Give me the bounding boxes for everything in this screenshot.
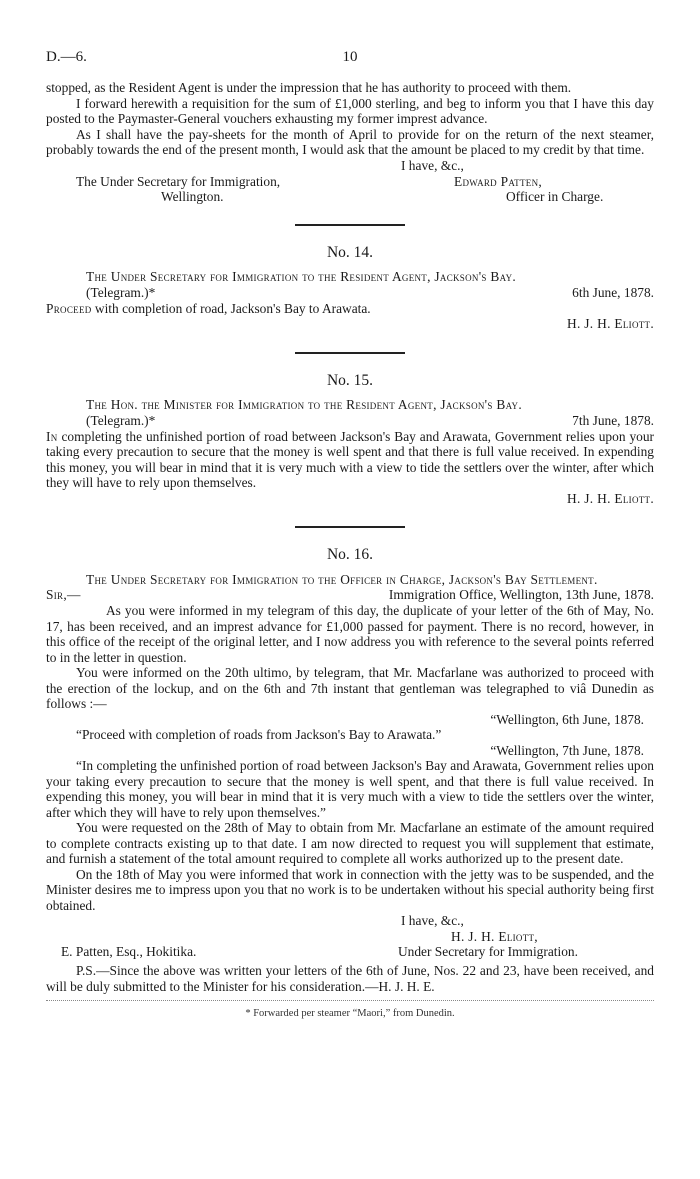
section-number-16: No. 16. — [326, 546, 374, 563]
section-number-14: No. 14. — [326, 243, 374, 261]
opening-signature-block — [46, 158, 654, 204]
signer-name: Edward Patten, — [454, 173, 543, 189]
place-date: Immigration Office, Wellington, 13th June, 1878. — [388, 587, 654, 602]
quote-2: “In completing the unfinished portion of road between Jackson's Bay and Arawata, Government relies upon your taking every precaution to secure that the money is well spent, and that there is full value received. In expending this money, you will bear in mind that it is very much with a view to tide the settlers over the winter, after which they will have to rely upon themselves.” — [46, 758, 654, 820]
section-15-signer: H. J. H. Eliott. — [567, 490, 654, 506]
footnote-rule — [46, 1000, 654, 1001]
quote-2-date: “Wellington, 7th June, 1878. — [490, 742, 644, 758]
opening-paragraph-3: As I shall have the pay-sheets for the month of April to provide for on the return of the next steamer, probably towards the end of the present month, I would ask that the amount be placed to my credit by that time. — [46, 126, 654, 157]
postscript: P.S.—Since the above was written your letters of the 6th of June, Nos. 22 and 23, have been received, and will be duly submitted to the Minister for his consideration.—H. J. H. E. — [46, 963, 654, 994]
closing-phrase: I have, &c., — [401, 157, 464, 173]
section-divider — [295, 526, 405, 528]
page-number: 10 — [342, 49, 358, 65]
signer-name: H. J. H. Eliott, — [451, 929, 538, 944]
telegram-label: (Telegram.)* — [86, 284, 156, 300]
section-number-15: No. 15. — [326, 371, 374, 389]
document-reference: D.—6. — [46, 49, 87, 65]
section-14-title: The Under Secretary for Immigration to the Resident Agent, Jackson's Bay. — [86, 269, 517, 284]
telegram-date: 7th June, 1878. — [572, 412, 654, 428]
section-14-telegram-line — [46, 285, 654, 301]
page-header — [46, 50, 654, 80]
section-16-signature-block — [46, 913, 654, 959]
signer-title: Officer in Charge. — [506, 188, 604, 204]
addressee-place: Wellington. — [161, 188, 224, 204]
closing-phrase: I have, &c., — [401, 913, 464, 928]
quote-1-date: “Wellington, 6th June, 1878. — [490, 711, 644, 727]
section-divider — [295, 224, 405, 226]
section-15-body: In completing the unfinished portion of road between Jackson's Bay and Arawata, Government relies upon your taking every precaution to secure that the money is well spent and that there is full value received. In expending this money, you will bear in mind that it is very much with a view to tide the settlers over the winter, after which they will have to rely upon themselves. — [46, 428, 654, 490]
document-page — [46, 50, 654, 1022]
section-divider — [295, 352, 405, 354]
telegram-date: 6th June, 1878. — [572, 284, 654, 300]
quote-1: “Proceed with completion of roads from Jackson's Bay to Arawata.” — [76, 727, 442, 742]
section-16-paragraph-1: As you were informed in my telegram of this day, the duplicate of your letter of the 6th of May, No. 17, has been received, and an imprest advance for £1,000 passed for payment. There is no record, however, in this office of the receipt of the original letter, and I now address you with reference to the several points referred to in the letter in question. — [46, 603, 654, 665]
opening-paragraph-2: I forward herewith a requisition for the sum of £1,000 sterling, and beg to inform you that I have this day posted to the Paymaster-General vouchers exhausting my former imprest advance. — [46, 95, 654, 126]
footnote: * Forwarded per steamer “Maori,” from Dunedin. — [245, 1008, 455, 1019]
section-15-telegram-line — [46, 413, 654, 429]
section-15-title: The Hon. the Minister for Immigration to the Resident Agent, Jackson's Bay. — [86, 397, 522, 412]
telegram-label: (Telegram.)* — [86, 412, 156, 428]
section-16-title: The Under Secretary for Immigration to the Officer in Charge, Jackson's Bay Settlement. — [86, 571, 598, 587]
section-14-body: Proceed with completion of road, Jackson's Bay to Arawata. — [46, 300, 371, 316]
section-16-paragraph-3: You were requested on the 28th of May to obtain from Mr. Macfarlane an estimate of the amount required to complete contracts existing up to that date. I am now directed to request you will supplement that estimate, and furnish a statement of the total amount required to complete all works authorized up to the present date. — [46, 820, 654, 866]
addressee: The Under Secretary for Immigration, — [76, 173, 281, 189]
signer-title: Under Secretary for Immigration. — [398, 944, 578, 959]
section-16-salutation-line — [46, 587, 654, 603]
addressee: E. Patten, Esq., Hokitika. — [61, 944, 197, 959]
section-14-signer: H. J. H. Eliott. — [567, 316, 654, 331]
salutation: Sir,— — [46, 587, 81, 602]
section-16-paragraph-4: On the 18th of May you were informed that work in connection with the jetty was to be suspended, and the Minister desires me to impress upon you that no work is to be undertaken without his special authority being first obtained. — [46, 866, 654, 913]
section-16-paragraph-2: You were informed on the 20th ultimo, by telegram, that Mr. Macfarlane was authorized to proceed with the erection of the lockup, and on the 6th and 7th instant that gentleman was telegraphed to viâ Dunedin as follows :— — [46, 665, 654, 711]
opening-paragraph-1: stopped, as the Resident Agent is under the impression that he has authority to proceed with them. — [46, 80, 572, 95]
